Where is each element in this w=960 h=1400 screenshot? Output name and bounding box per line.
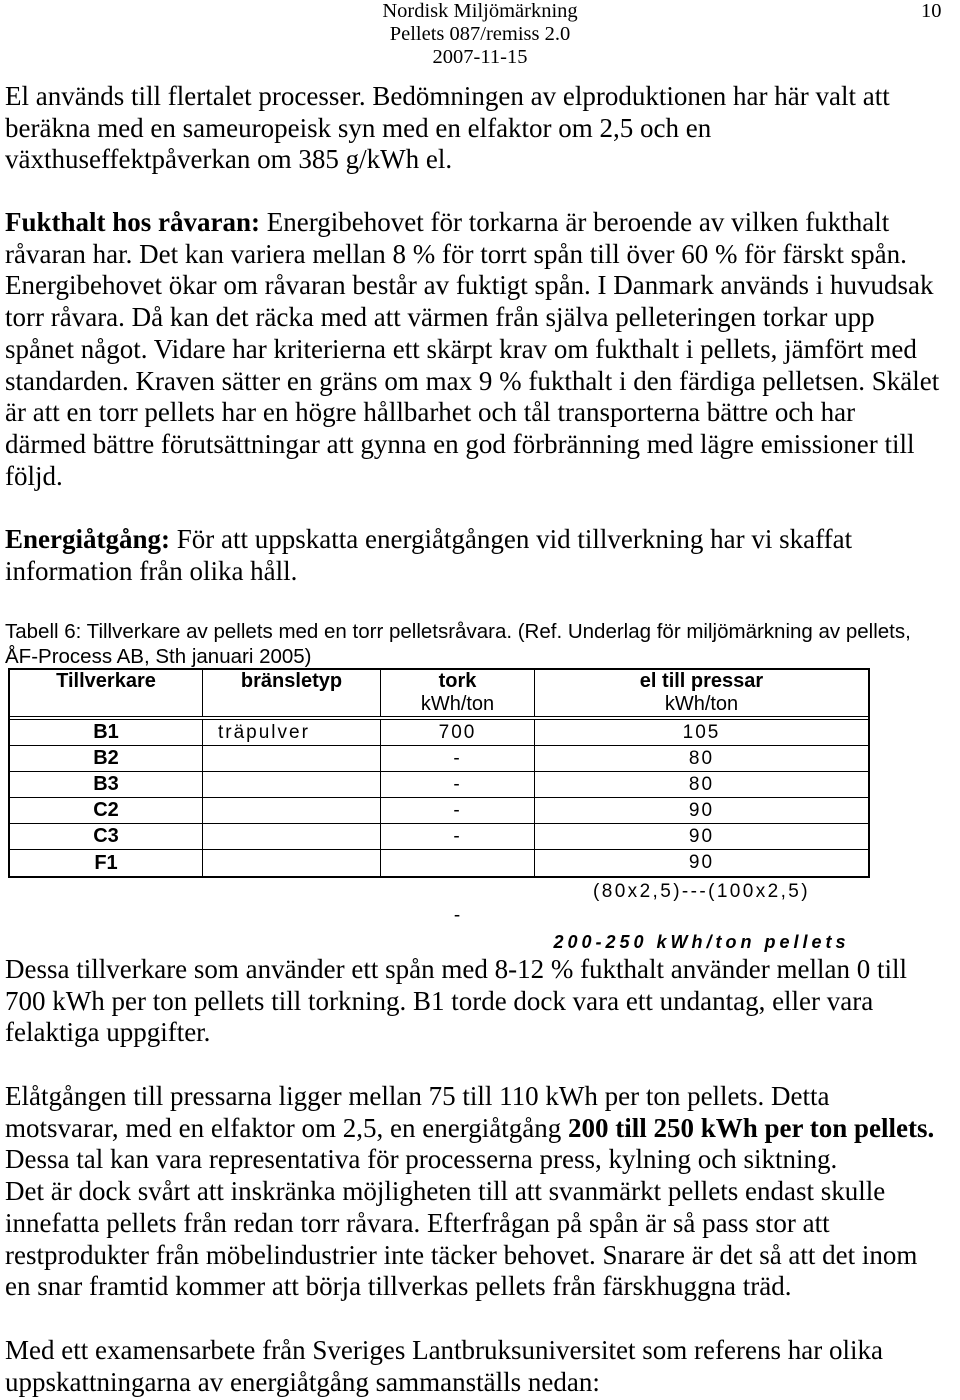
cell-press bbox=[535, 850, 868, 876]
text-line: Dessa tillverkare som använder ett spån med 8-12 % fukthalt använder mellan 0 till bbox=[5, 954, 907, 984]
header-date: 2007-11-15 bbox=[432, 46, 528, 68]
cell-press bbox=[535, 824, 868, 849]
table-row bbox=[10, 746, 868, 772]
table-row bbox=[10, 824, 868, 850]
cell-press bbox=[535, 878, 868, 954]
cell-press bbox=[535, 720, 868, 745]
moisture-paragraph bbox=[5, 207, 939, 492]
cell-producer bbox=[10, 824, 203, 849]
press-value: 80 bbox=[688, 773, 715, 795]
text-line: innefatta pellets från redan torr råvara. Efterfrågan på spån är så pass stor att bbox=[5, 1207, 830, 1238]
producer-label: B2 bbox=[93, 747, 119, 769]
cell-fuel bbox=[203, 878, 381, 954]
energy-paragraph bbox=[5, 524, 852, 587]
cell-producer bbox=[10, 746, 203, 771]
text-line: därmed bättre förutsättningar att gynna en god förbränning med lägre emissioner till bbox=[5, 428, 915, 459]
energy-heading: Energiåtgång: bbox=[5, 524, 170, 554]
moisture-heading: Fukthalt hos råvaran: bbox=[5, 207, 261, 237]
column-unit: kWh/ton bbox=[664, 693, 739, 715]
cell-press bbox=[535, 772, 868, 797]
text-line: restprodukter från möbelindustrier inte täcker behovet. Snarare är det så att det inom bbox=[5, 1239, 918, 1270]
cell-fuel bbox=[203, 850, 381, 876]
text-line: Med ett examensarbete från Sveriges Lantbruksuniversitet som referens har olika bbox=[5, 1335, 883, 1365]
after-table-paragraph bbox=[5, 954, 907, 1049]
cell-producer bbox=[10, 798, 203, 823]
column-header-producer bbox=[10, 670, 203, 716]
text-segment: För att uppskatta energiåtgången vid tillverkning har vi skaffat bbox=[170, 524, 853, 554]
cell-drying bbox=[381, 850, 535, 876]
table-summary-row bbox=[8, 878, 870, 954]
text-line: 700 kWh per ton pellets till torkning. B1 torde dock vara ett undantag, eller vara bbox=[5, 985, 874, 1016]
column-label: tork bbox=[438, 670, 477, 692]
cell-drying bbox=[381, 746, 535, 771]
column-label: Tillverkare bbox=[56, 670, 156, 692]
text-line: beräkna med en sameuropeisk syn med en elfaktor om 2,5 och en bbox=[5, 112, 712, 143]
text-line: följd. bbox=[5, 460, 63, 491]
text-line: El används till flertalet processer. Bedömningen av elproduktionen har här valt att bbox=[5, 81, 890, 111]
cell-fuel bbox=[203, 720, 381, 745]
column-header-press bbox=[535, 670, 868, 716]
emphasized-value: 200 till 250 kWh per ton pellets. bbox=[567, 1112, 935, 1143]
cell-press bbox=[535, 798, 868, 823]
text-line: spånet något. Vidare har kriterierna ett skärpt krav om fukthalt i pellets, jämfört med bbox=[5, 333, 917, 364]
text-line: information från olika håll. bbox=[5, 555, 298, 586]
cell-producer bbox=[10, 772, 203, 797]
cell-fuel bbox=[203, 772, 381, 797]
producer-label: C2 bbox=[93, 799, 119, 821]
table-row bbox=[10, 772, 868, 798]
column-label: el till pressar bbox=[639, 670, 764, 692]
producer-label: F1 bbox=[94, 851, 118, 874]
table-body-box bbox=[8, 668, 870, 878]
column-header-drying bbox=[381, 670, 535, 716]
text-line bbox=[5, 207, 889, 239]
cell-drying bbox=[381, 772, 535, 797]
column-header-fuel bbox=[203, 670, 381, 716]
drying-value: - bbox=[453, 747, 462, 769]
text-line: är att en torr pellets har en högre hållbarhet och tål transporterna bättre och har bbox=[5, 397, 856, 428]
press-value: 105 bbox=[682, 721, 721, 743]
text-line bbox=[5, 524, 852, 556]
cell-drying bbox=[381, 720, 535, 745]
press-value: 90 bbox=[688, 852, 715, 873]
table-header-row bbox=[10, 670, 868, 720]
fuel-value: träpulver bbox=[218, 721, 310, 743]
text-segment: motsvarar, med en elfaktor om 2,5, en energiåtgång bbox=[5, 1112, 568, 1143]
text-line: Elåtgången till pressarna ligger mellan 75 till 110 kWh per ton pellets. Detta bbox=[5, 1081, 830, 1111]
drying-value: - bbox=[453, 825, 462, 847]
text-line: en snar framtid kommer att börja tillverkas pellets från färskhuggna träd. bbox=[5, 1271, 792, 1302]
text-line: felaktiga uppgifter. bbox=[5, 1017, 211, 1048]
cell-drying bbox=[381, 878, 535, 954]
drying-value: - bbox=[453, 905, 463, 926]
table-row bbox=[10, 798, 868, 824]
cell-producer bbox=[10, 850, 203, 876]
producers-table bbox=[8, 668, 870, 954]
cell-drying bbox=[381, 798, 535, 823]
drying-value: 700 bbox=[438, 721, 477, 743]
press-value: 80 bbox=[688, 747, 715, 769]
intro-paragraph bbox=[5, 81, 890, 176]
press-calculation: (80x2,5)---(100x2,5) bbox=[593, 881, 810, 902]
caption-line: ÅF-Process AB, Sth januari 2005) bbox=[5, 645, 312, 668]
cell-press bbox=[535, 746, 868, 771]
column-label: bränsletyp bbox=[240, 670, 343, 692]
text-line: uppskattningarna av energiåtgång sammanställs nedan: bbox=[5, 1366, 600, 1397]
text-line: växthuseffektpåverkan om 385 g/kWh el. bbox=[5, 144, 453, 175]
caption-line: Tabell 6: Tillverkare av pellets med en torr pelletsråvara. (Ref. Underlag för miljömärkning av pellets, bbox=[5, 620, 911, 643]
press-total: 200-250 kWh/ton pellets bbox=[553, 932, 850, 952]
producer-label: C3 bbox=[93, 825, 119, 847]
drying-value: - bbox=[453, 773, 462, 795]
table-row bbox=[10, 720, 868, 746]
text-line: standarden. Kraven sätter en gräns om max 9 % fukthalt i den färdiga pelletsen. Skälet bbox=[5, 365, 940, 396]
press-value: 90 bbox=[688, 825, 715, 847]
text-line: Energibehovet ökar om råvaran består av fuktigt spån. I Danmark används i huvudsak bbox=[5, 270, 934, 301]
producer-label: B3 bbox=[93, 773, 119, 795]
cell-producer bbox=[10, 720, 203, 745]
text-line: råvaran har. Det kan variera mellan 8 % för torrt spån till över 60 % för färskt spån. bbox=[5, 238, 907, 269]
running-header bbox=[0, 0, 960, 69]
closing-paragraph bbox=[5, 1335, 883, 1398]
page-number: 10 bbox=[921, 0, 942, 22]
drying-value: - bbox=[453, 799, 462, 821]
table-row bbox=[10, 850, 868, 876]
press-value: 90 bbox=[688, 799, 715, 821]
press-energy-paragraph bbox=[5, 1081, 934, 1303]
header-organization: Nordisk Miljömärkning bbox=[382, 0, 578, 22]
text-line bbox=[5, 1113, 934, 1145]
text-line: Det är dock svårt att inskränka möjligheten till att svanmärkt pellets endast skulle bbox=[5, 1176, 886, 1207]
table-caption bbox=[5, 619, 911, 669]
cell-drying bbox=[381, 824, 535, 849]
cell-fuel bbox=[203, 798, 381, 823]
producer-label: B1 bbox=[93, 721, 119, 743]
cell-fuel bbox=[203, 746, 381, 771]
text-line: torr råvara. Då kan det räcka med att värmen från själva pelleteringen torkar upp bbox=[5, 302, 875, 333]
cell-producer bbox=[10, 878, 203, 954]
cell-fuel bbox=[203, 824, 381, 849]
text-segment: Energibehovet för torkarna är beroende av vilken fukthalt bbox=[260, 207, 890, 237]
header-document-id: Pellets 087/remiss 2.0 bbox=[389, 23, 571, 45]
column-unit: kWh/ton bbox=[420, 693, 495, 715]
text-line: Dessa tal kan vara representativa för processerna press, kylning och siktning. bbox=[5, 1144, 838, 1175]
